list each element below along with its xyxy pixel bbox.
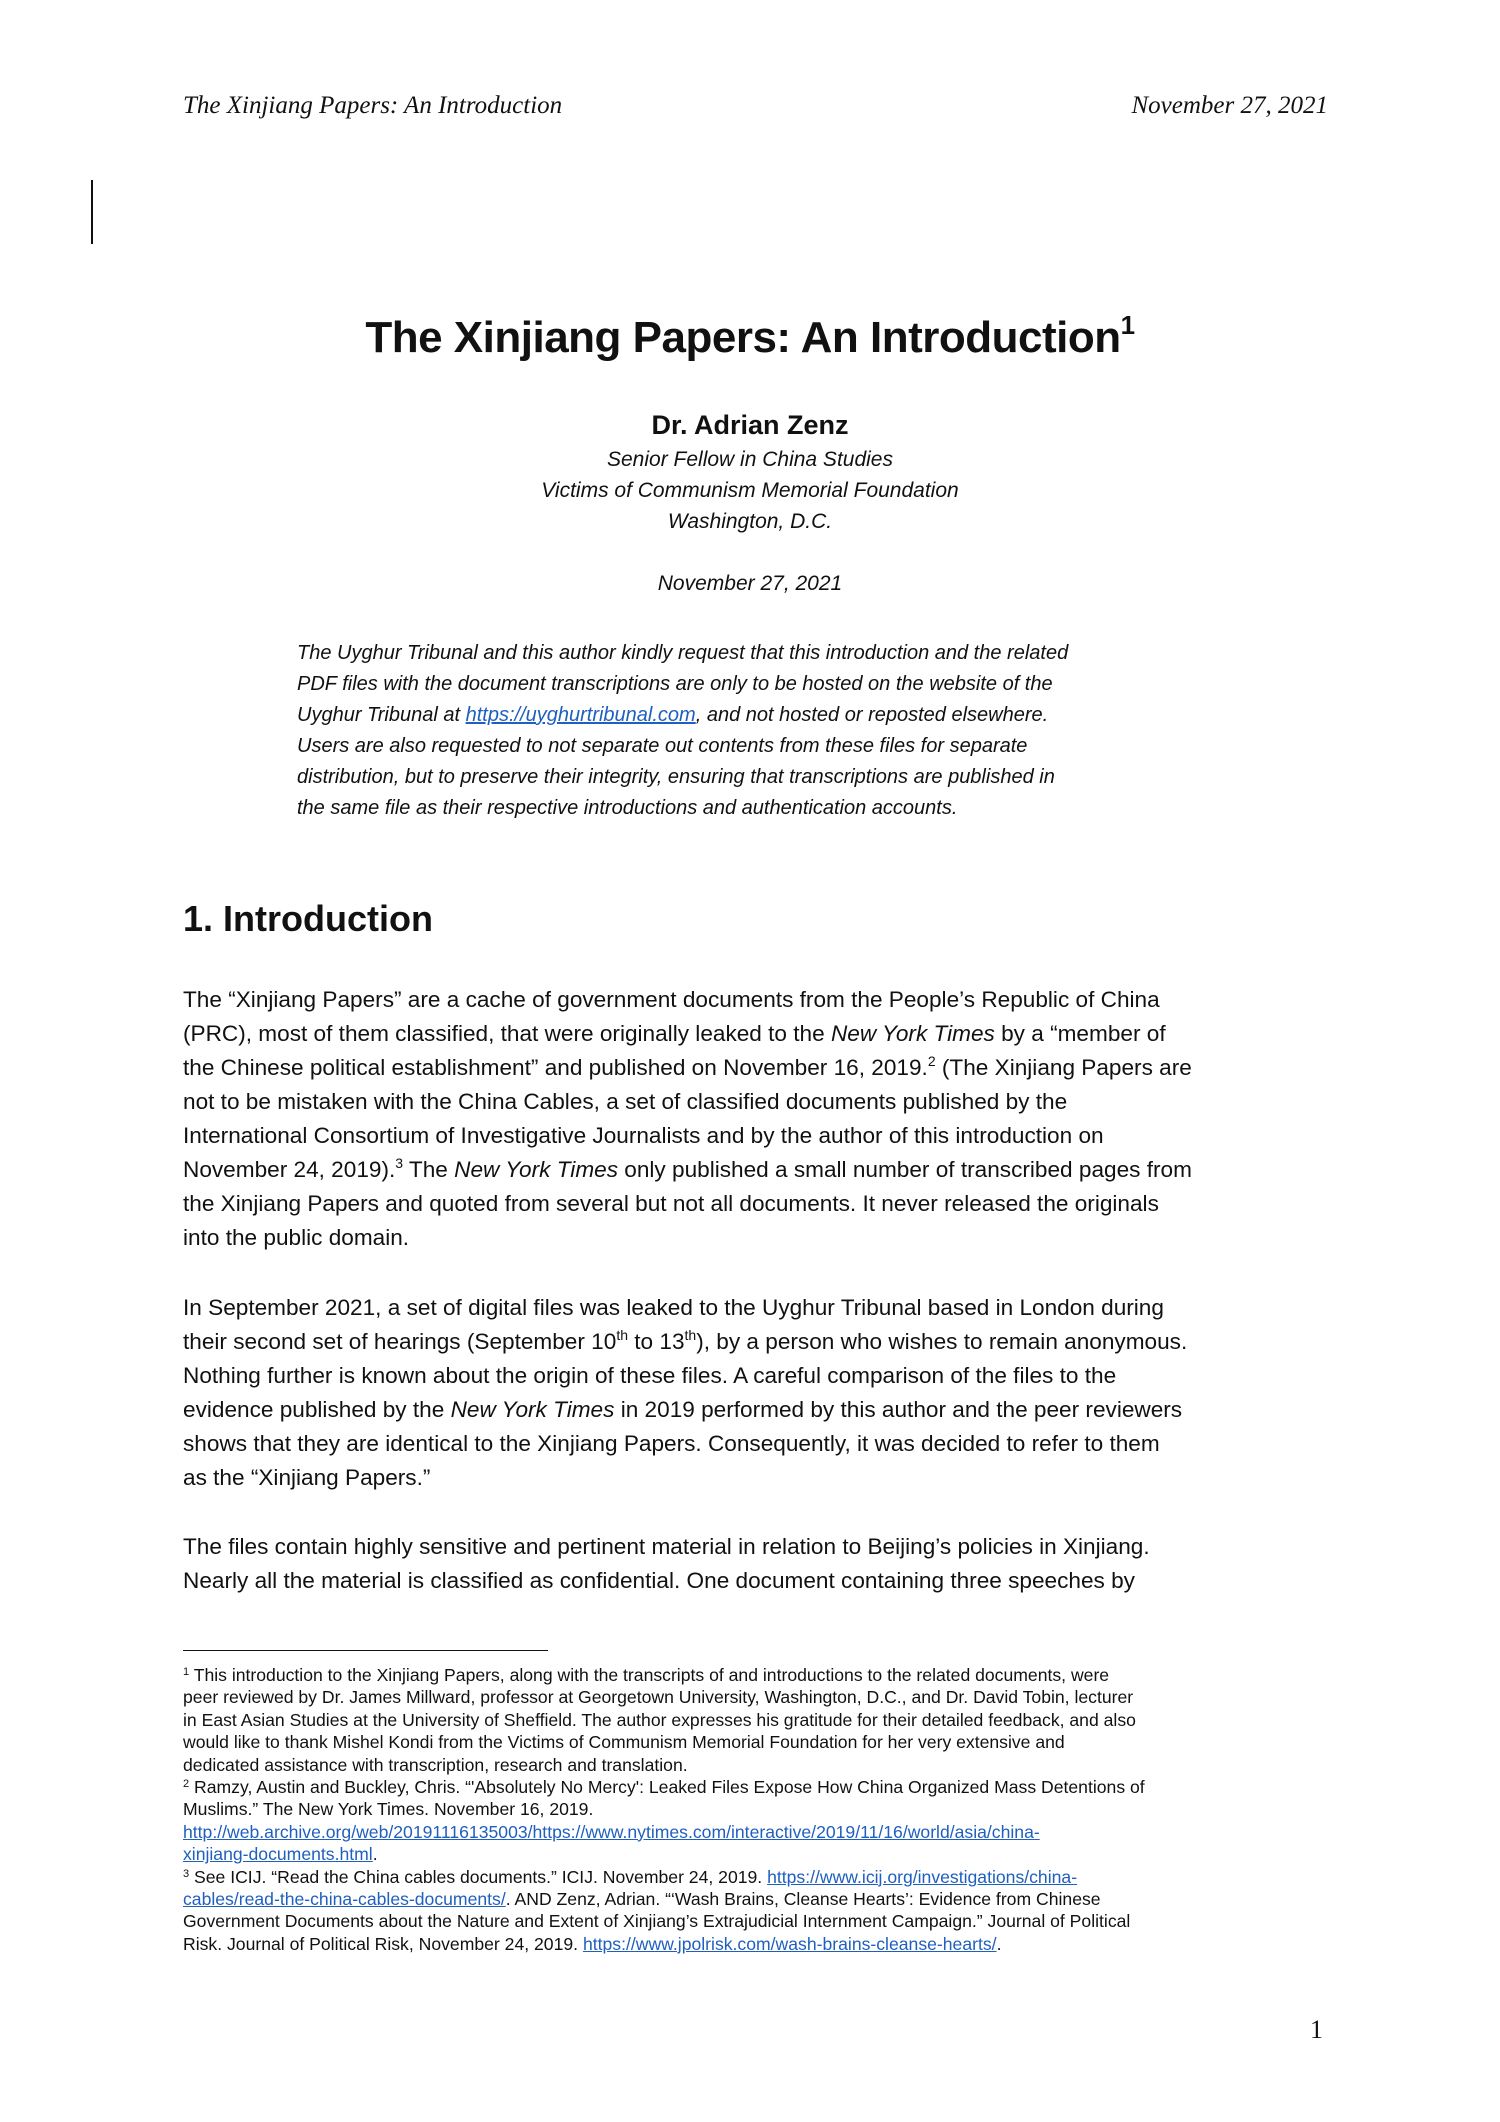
hyperlink[interactable]: cables/read-the-china-cables-documents/ — [183, 1889, 506, 1910]
hyperlink[interactable]: https://www.jpolrisk.com/wash-brains-cleanse-hearts/ — [582, 1933, 997, 1954]
italic-text: New York Times — [830, 1021, 995, 1046]
text-run: Ramzy, Austin and Buckley, Chris. “'Absolutely No Mercy': Leaked Files Expose How China Organized Mass Detentions of — [189, 1777, 1145, 1798]
text-line — [183, 1933, 1145, 1955]
text-run: (PRC), most of them classified, that were originally leaked to the — [183, 1021, 831, 1046]
footnote-ref[interactable]: 1 — [183, 1666, 190, 1678]
text-run: not to be mistaken with the China Cables, a set of classified documents published by the — [183, 1089, 1068, 1114]
footnote-ref[interactable]: th — [616, 1327, 628, 1343]
text-run: only published a small number of transcribed pages from — [618, 1157, 1192, 1182]
text-cursor — [91, 180, 93, 244]
text-line — [183, 1664, 1145, 1686]
running-header-title: The Xinjiang Papers: An Introduction — [183, 92, 563, 119]
text-line — [183, 1461, 1187, 1495]
text-run: Users are also requested to not separate out contents from these files for separate — [297, 735, 1028, 757]
document-title — [0, 310, 1500, 363]
text-line — [183, 1119, 1192, 1153]
title-text: The Xinjiang Papers: An Introduction — [365, 313, 1121, 362]
running-header-date: November 27, 2021 — [1131, 92, 1328, 119]
text-line — [183, 1686, 1145, 1708]
text-line — [183, 1866, 1145, 1888]
text-run: Government Documents about the Nature and Extent of Xinjiang’s Extrajudicial Internment Campaign.” Journal of Political — [183, 1911, 1131, 1932]
text-line — [183, 1187, 1192, 1221]
text-line — [183, 1530, 1150, 1564]
footnote-ref[interactable]: 3 — [395, 1155, 404, 1171]
footnote-ref[interactable]: 1 — [1120, 310, 1135, 340]
footnote-ref[interactable]: th — [684, 1327, 697, 1343]
text-run: (The Xinjiang Papers are — [935, 1055, 1192, 1080]
text-run: The files contain highly sensitive and pertinent material in relation to Beijing’s policies in Xinjiang. — [183, 1534, 1150, 1559]
text-run: Muslims.” The New York Times. November 16, 2019. — [183, 1799, 594, 1820]
text-line — [183, 1821, 1145, 1843]
hyperlink[interactable]: xinjiang-documents.html — [183, 1844, 373, 1865]
text-run: by a “member of — [994, 1021, 1166, 1046]
text-run: . — [996, 1933, 1002, 1954]
text-line — [183, 1798, 1145, 1820]
text-run: The — [403, 1157, 455, 1182]
text-line — [297, 793, 1068, 824]
text-run: Nothing further is known about the origin of these files. A careful comparison of the files to the — [183, 1363, 1117, 1388]
text-run: the Xinjiang Papers and quoted from several but not all documents. It never released the originals — [183, 1191, 1159, 1216]
text-run: November 24, 2019). — [183, 1157, 396, 1182]
section-heading: 1. Introduction — [183, 898, 433, 939]
page-number: 1 — [1310, 2015, 1323, 2044]
text-run: Nearly all the material is classified as confidential. One document containing three speeches by — [183, 1568, 1135, 1593]
text-run: Risk. Journal of Political Risk, November 24, 2019. — [183, 1933, 583, 1954]
text-run: PDF files with the document transcriptions are only to be hosted on the website of the — [297, 673, 1053, 695]
text-line — [183, 1776, 1145, 1798]
text-run: their second set of hearings (September 10 — [183, 1329, 617, 1354]
text-run: See ICIJ. “Read the China cables documents.” ICIJ. November 24, 2019. — [189, 1866, 768, 1887]
text-run: in 2019 performed by this author and the peer reviewers — [614, 1397, 1183, 1422]
text-run: ), by a person who wishes to remain anonymous. — [696, 1329, 1188, 1354]
text-line — [297, 762, 1068, 793]
text-line — [297, 638, 1068, 669]
text-line — [183, 1359, 1187, 1393]
text-run: This introduction to the Xinjiang Papers, along with the transcripts of and introductions to the related documents, were — [189, 1665, 1110, 1685]
italic-text: New York Times — [454, 1157, 618, 1182]
text-line — [183, 1291, 1187, 1325]
text-line — [183, 1017, 1192, 1051]
text-run: the same file as their respective introductions and authentication accounts. — [297, 797, 958, 819]
text-line — [183, 1325, 1187, 1359]
text-line — [297, 700, 1068, 731]
body-paragraph — [183, 1291, 1187, 1495]
footnote-ref[interactable]: 2 — [927, 1053, 936, 1069]
document-date: November 27, 2021 — [657, 572, 843, 595]
text-run: peer reviewed by Dr. James Millward, professor at Georgetown University, Washington, D.C., and Dr. David Tobin, lecturer — [183, 1687, 1134, 1708]
text-line — [183, 1888, 1145, 1910]
text-run: would like to thank Mishel Kondi from the Victims of Communism Memorial Foundation for her very extensive and — [183, 1732, 1065, 1753]
hyperlink[interactable]: https://www.icij.org/investigations/china- — [767, 1866, 1078, 1887]
hyperlink[interactable]: http://web.archive.org/web/20191116135003/https://www.nytimes.com/interactive/2019/11/16/world/asia/china- — [183, 1821, 1040, 1842]
author-location: Washington, D.C. — [667, 510, 833, 533]
text-line — [183, 1843, 1145, 1865]
text-run: in East Asian Studies at the University of Sheffield. The author expresses his gratitude for their detailed feedback, and also — [183, 1709, 1136, 1730]
text-line — [183, 1731, 1145, 1753]
author-organization: Victims of Communism Memorial Foundation — [541, 479, 959, 502]
distribution-notice — [297, 638, 1068, 824]
text-line — [183, 1709, 1145, 1731]
text-run: The Uyghur Tribunal and this author kindly request that this introduction and the related — [297, 642, 1069, 664]
text-line — [297, 731, 1068, 762]
text-run: into the public domain. — [183, 1225, 410, 1250]
text-run: to 13 — [628, 1329, 685, 1354]
text-line — [183, 1564, 1150, 1598]
body-paragraph — [183, 983, 1192, 1255]
text-run: evidence published by the — [183, 1397, 451, 1422]
text-run: shows that they are identical to the Xinjiang Papers. Consequently, it was decided to refer to them — [183, 1431, 1160, 1456]
hyperlink[interactable]: https://uyghurtribunal.com — [465, 704, 696, 726]
text-line — [183, 1754, 1145, 1776]
text-run: International Consortium of Investigative Journalists and by the author of this introduction on — [183, 1123, 1104, 1148]
text-run: dedicated assistance with transcription, research and translation. — [183, 1754, 688, 1775]
text-line — [183, 1427, 1187, 1461]
text-run: , and not hosted or reposted elsewhere. — [695, 704, 1049, 726]
footnote-ref[interactable]: 3 — [183, 1867, 190, 1880]
text-run: . — [372, 1844, 378, 1865]
text-line — [297, 669, 1068, 700]
text-run: The “Xinjiang Papers” are a cache of government documents from the People’s Republic of China — [183, 987, 1160, 1012]
text-run: In September 2021, a set of digital files was leaked to the Uyghur Tribunal based in London during — [183, 1295, 1164, 1320]
text-run: distribution, but to preserve their integrity, ensuring that transcriptions are published in — [297, 766, 1055, 788]
text-line — [183, 1910, 1145, 1932]
italic-text: New York Times — [450, 1397, 615, 1422]
text-run: as the “Xinjiang Papers.” — [183, 1465, 431, 1490]
text-run: . AND Zenz, Adrian. “‘Wash Brains, Cleanse Hearts’: Evidence from Chinese — [505, 1889, 1101, 1910]
text-run: the Chinese political establishment” and published on November 16, 2019. — [183, 1055, 928, 1080]
text-run: Uyghur Tribunal at — [297, 704, 466, 726]
text-line — [183, 1221, 1192, 1255]
author-name: Dr. Adrian Zenz — [651, 410, 849, 440]
text-line — [183, 1051, 1192, 1085]
text-line — [183, 1393, 1187, 1427]
author-position: Senior Fellow in China Studies — [607, 448, 893, 471]
text-line — [183, 983, 1192, 1017]
footnote-separator — [183, 1650, 548, 1651]
body-paragraph — [183, 1530, 1150, 1598]
footnote-ref[interactable]: 2 — [183, 1778, 190, 1791]
text-line — [183, 1153, 1192, 1187]
footnotes — [183, 1664, 1145, 1955]
text-line — [183, 1085, 1192, 1119]
